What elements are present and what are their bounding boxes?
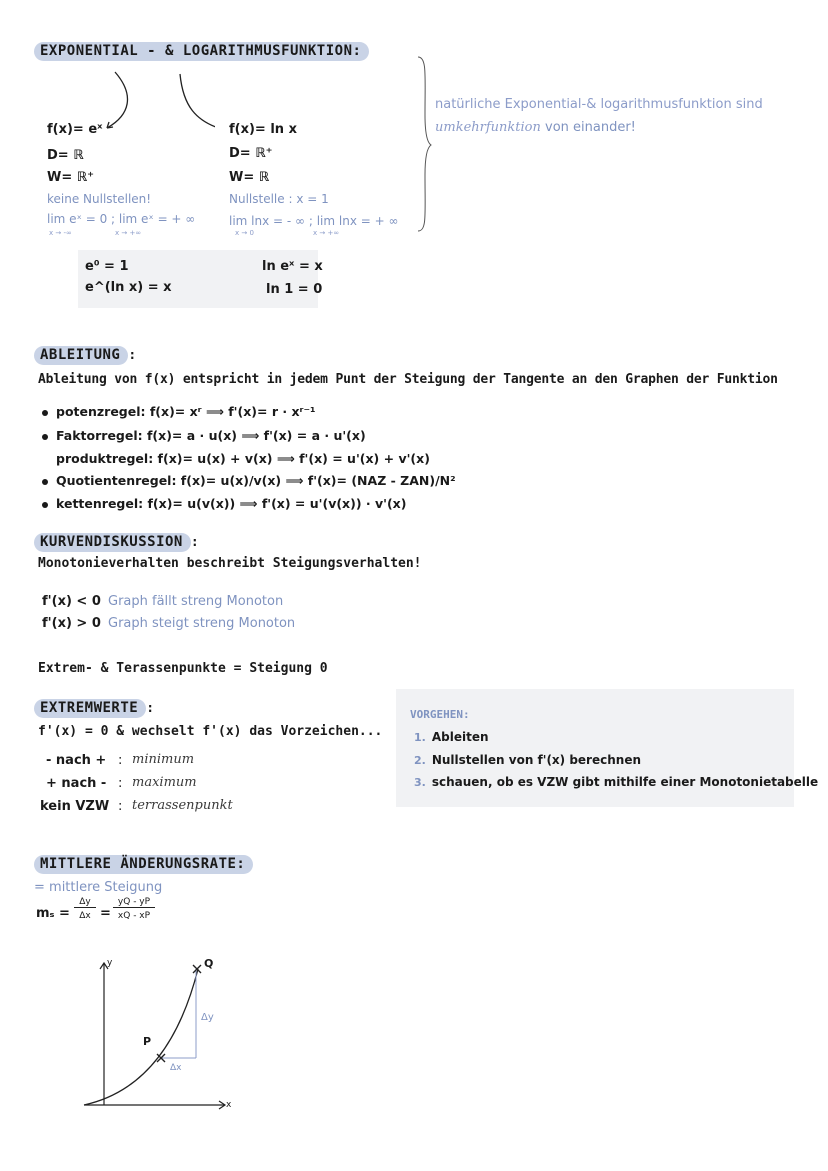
case-plus-minus: + nach - (46, 776, 107, 791)
case-minus-plus: - nach + (46, 753, 107, 768)
identity-lnex: ln eˣ = x (262, 259, 323, 274)
formula-equals: = (100, 906, 111, 921)
case-minimum: minimum (132, 752, 195, 767)
ln-limit-sub-2: x → +∞ (313, 229, 340, 237)
exp-function: f(x)= eˣ (47, 122, 103, 137)
case-terrassenpunkt: terrassenpunkt (132, 798, 233, 813)
rule-faktor: Faktorregel: f(x)= a · u(x) ⟹ f'(x) = a · u'(x) (42, 428, 366, 443)
vorgehen-step-2: 2. Nullstellen von f'(x) berechnen (414, 753, 641, 767)
note-line-1: natürliche Exponential-& logarithmusfunktion sind (435, 97, 763, 112)
formula-lhs: mₛ = (36, 906, 70, 921)
vorgehen-step-1: 1. Ableiten (414, 730, 489, 744)
exp-limit-sub-1: x → -∞ (49, 229, 72, 237)
vorgehen-box (396, 689, 794, 807)
note-einander: von einander! (540, 120, 636, 135)
ln-limit-sub-1: x → 0 (235, 229, 254, 237)
vorgehen-title: VORGEHEN: (410, 708, 470, 721)
extrem-description: f'(x) = 0 & wechselt f'(x) das Vorzeichen... (38, 724, 383, 739)
monotone-rule-2-result: Graph steigt streng Monoton (108, 616, 296, 631)
section-ableitung-heading: ABLEITUNG : (34, 347, 136, 363)
ln-range: W= ℝ (229, 170, 270, 185)
section-title-kurvendiskussion: KURVENDISKUSSION (34, 533, 191, 552)
ln-domain: D= ℝ⁺ (229, 146, 273, 161)
formula-dx: Δx (79, 911, 91, 921)
exp-limits: lim eˣ = 0 ; lim eˣ = + ∞ (47, 212, 196, 226)
exp-limit-sub-2: x → +∞ (115, 229, 142, 237)
ln-function: f(x)= ln x (229, 122, 297, 137)
brace-decoration (415, 55, 435, 235)
formula-dy: Δy (74, 897, 96, 908)
graph-y-label: y (107, 958, 113, 968)
section-title-exp-log: EXPONENTIAL - & LOGARITHMUSFUNKTION: (34, 42, 369, 61)
section-title-mittlere-aenderungsrate: MITTLERE ÄNDERUNGSRATE: (34, 855, 253, 874)
case-kein-vzw: kein VZW (40, 799, 110, 814)
graph-q-label: Q (204, 957, 214, 970)
formula-yq-yp: yQ - yP (113, 897, 155, 908)
mittlere-steigung: = mittlere Steigung (34, 880, 163, 895)
case-colon-2: : (118, 776, 123, 791)
arrows-decoration (95, 70, 215, 132)
section-kurven-heading: KURVENDISKUSSION : (34, 534, 199, 550)
exp-zeros: keine Nullstellen! (47, 192, 152, 206)
monotone-rule-2-condition: f'(x) > 0 (42, 616, 101, 631)
case-colon-1: : (118, 753, 123, 768)
formula-xq-xp: xQ - xP (117, 911, 151, 921)
rule-ketten: kettenregel: f(x)= u(v(x)) ⟹ f'(x) = u'(v(x)) · v'(x) (42, 496, 406, 511)
graph-dx-label: Δx (170, 1063, 182, 1073)
ln-zero: Nullstelle : x = 1 (229, 192, 329, 206)
curve (84, 969, 198, 1105)
section-title-ableitung: ABLEITUNG (34, 346, 128, 365)
extrem-terassen-note: Extrem- & Terassenpunkte = Steigung 0 (38, 661, 328, 676)
kurven-description: Monotonieverhalten beschreibt Steigungsverhalten! (38, 556, 422, 571)
secant-graph (80, 955, 245, 1120)
section-title-extremwerte: EXTREMWERTE (34, 699, 146, 718)
case-colon-3: : (118, 799, 123, 814)
rule-quotient: Quotientenregel: f(x)= u(x)/v(x) ⟹ f'(x)= (NAZ - ZAN)/N² (42, 473, 456, 488)
case-maximum: maximum (132, 775, 197, 790)
note-umkehrfunktion: umkehrfunktion (435, 120, 541, 135)
note-line-2 (435, 120, 636, 135)
section-extrem-heading: EXTREMWERTE : (34, 700, 154, 716)
rule-potenz: potenzregel: f(x)= xʳ ⟹ f'(x)= r · xʳ⁻¹ (42, 404, 316, 419)
monotone-rule-1-result: Graph fällt streng Monoton (108, 594, 284, 609)
identity-e0: e⁰ = 1 (85, 259, 129, 274)
ableitung-description: Ableitung von f(x) entspricht in jedem Punt der Steigung der Tangente an den Graphen der Funktion (38, 372, 778, 387)
vorgehen-step-3: 3. schauen, ob es VZW gibt mithilfe einer Monotonietabelle (414, 775, 819, 789)
graph-x-label: x (226, 1100, 232, 1110)
ln-limits: lim lnx = - ∞ ; lim lnx = + ∞ (229, 214, 399, 228)
rule-produkt: produktregel: f(x)= u(x) + v(x) ⟹ f'(x) = u'(x) + v'(x) (56, 451, 430, 466)
identity-elnx: e^(ln x) = x (85, 280, 172, 295)
exp-range: W= ℝ⁺ (47, 170, 95, 185)
graph-dy-label: Δy (201, 1012, 214, 1023)
exp-domain: D= ℝ (47, 148, 84, 163)
monotone-rule-1-condition: f'(x) < 0 (42, 594, 101, 609)
identity-ln1: ln 1 = 0 (266, 282, 323, 297)
graph-p-label: P (143, 1035, 152, 1048)
